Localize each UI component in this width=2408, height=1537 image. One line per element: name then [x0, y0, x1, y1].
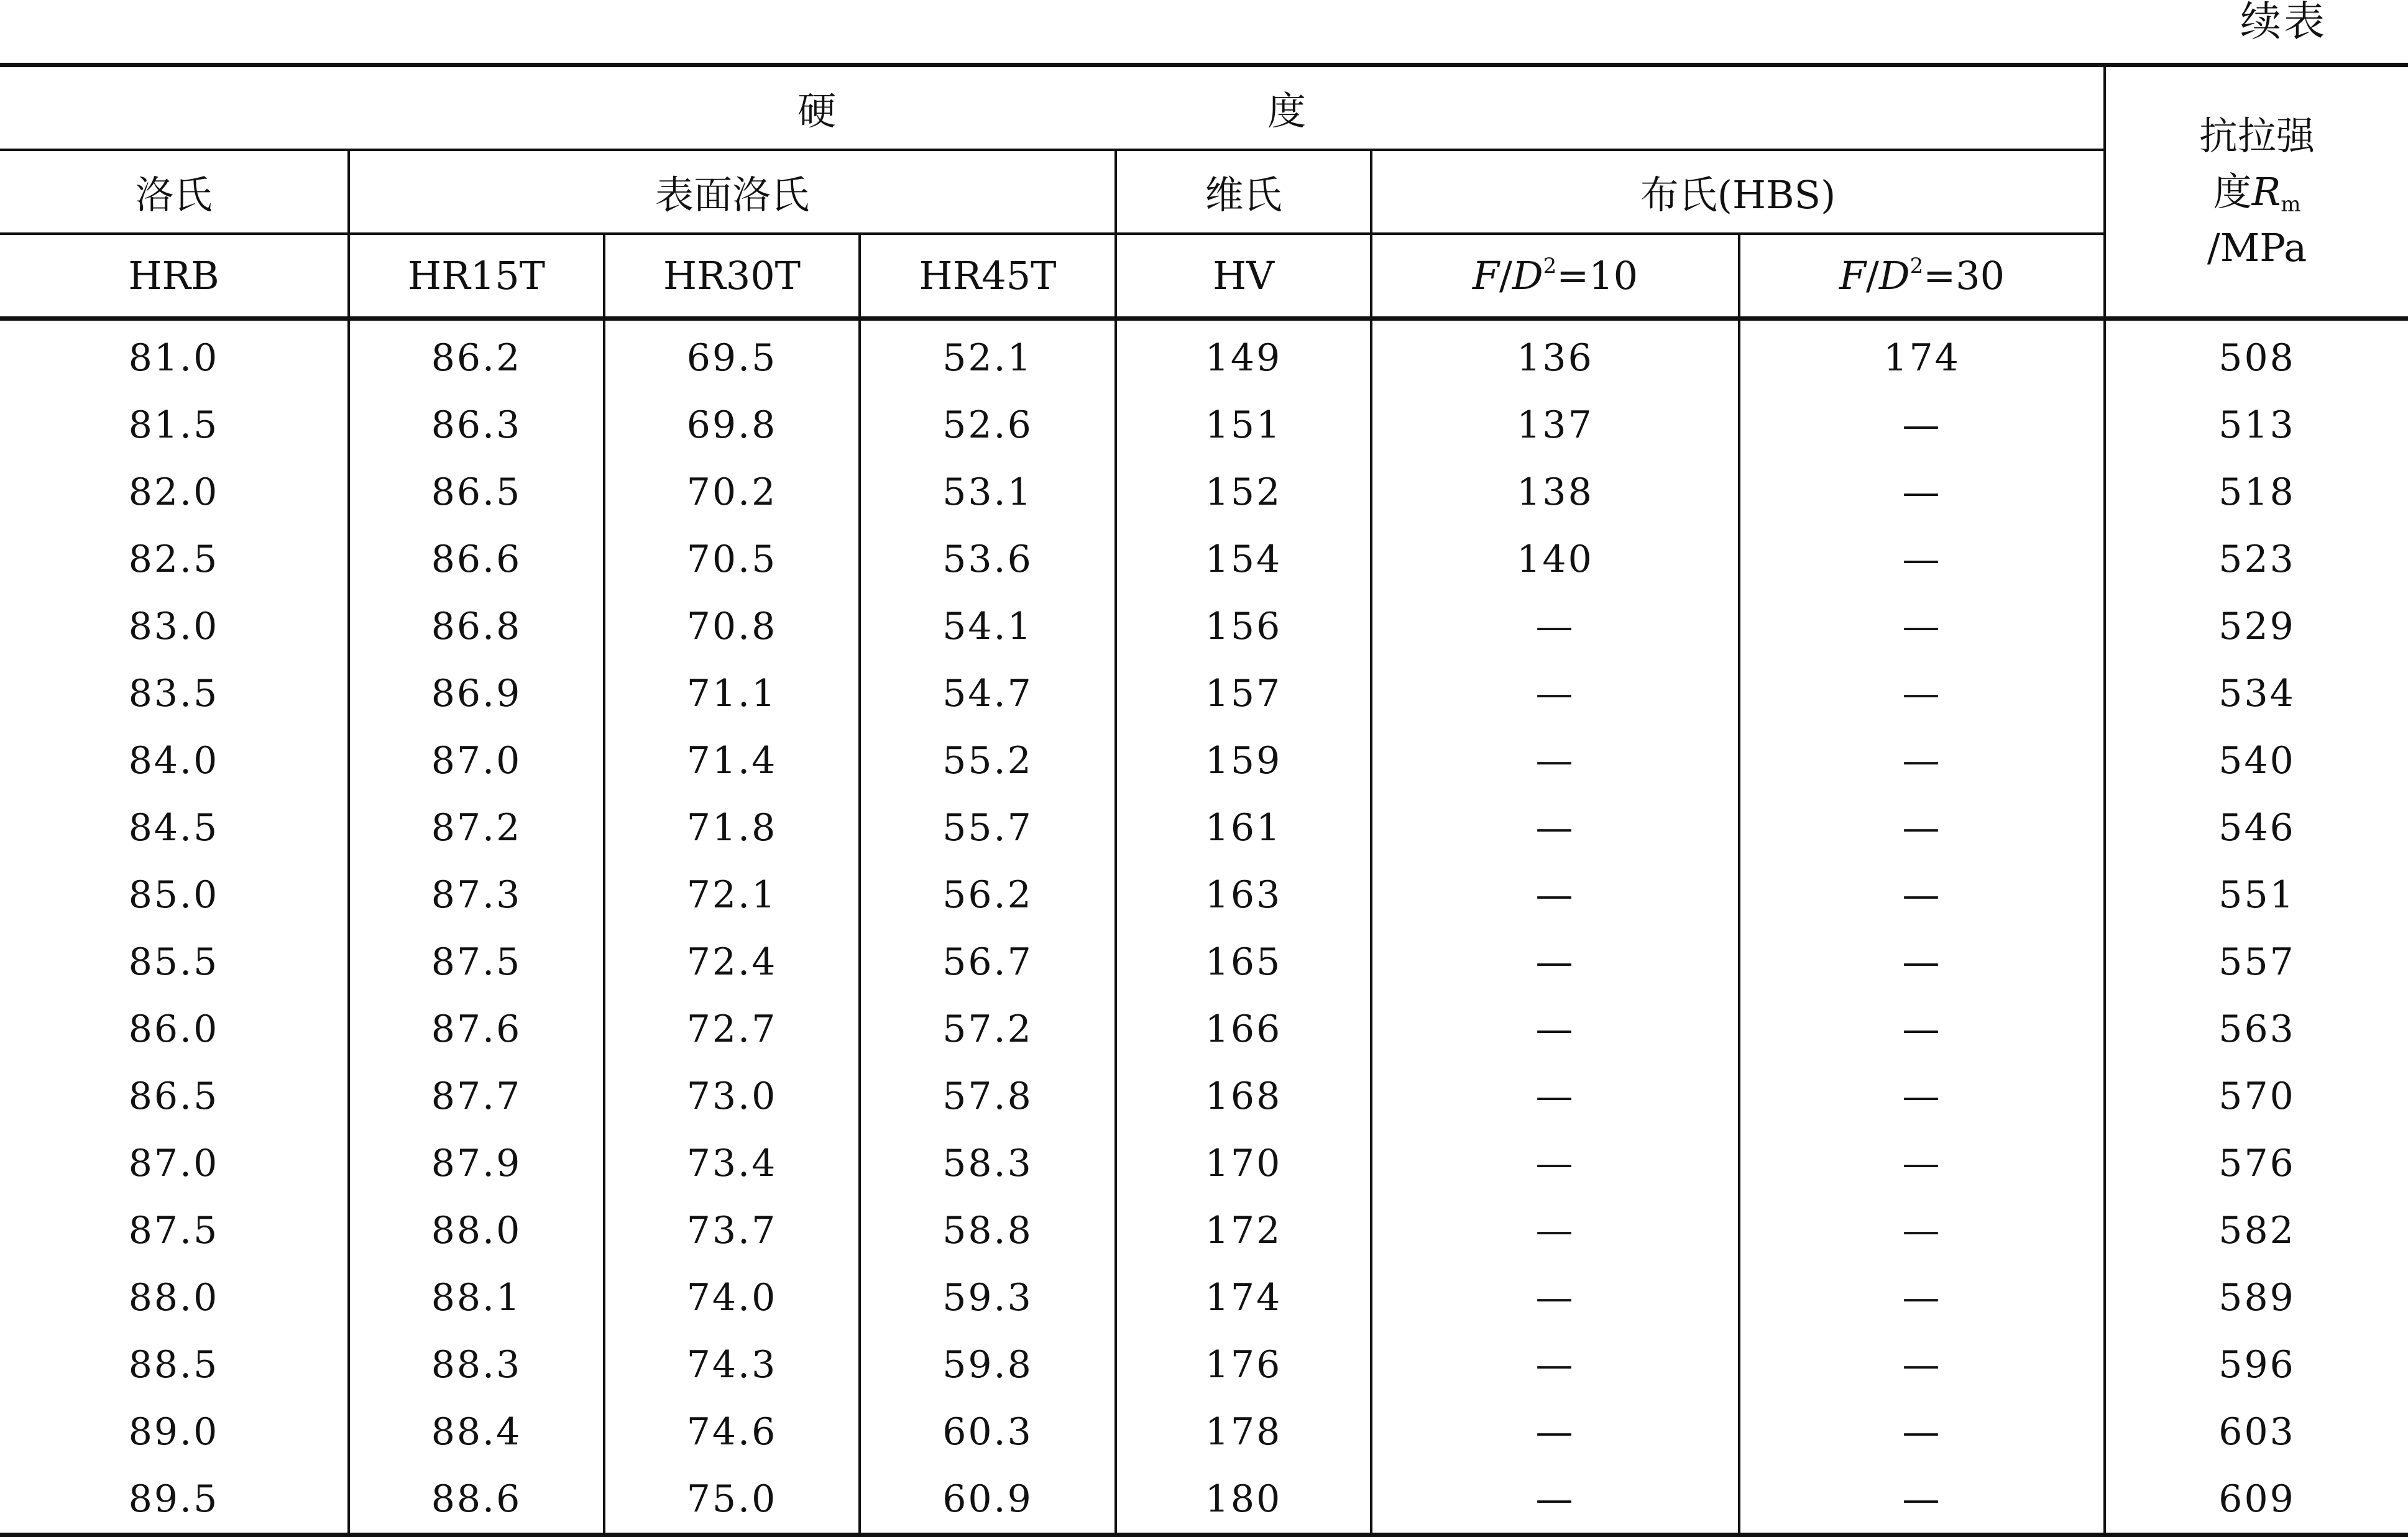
cell-hrb: 85.5 — [0, 929, 349, 996]
header-brinell: 布氏(HBS) — [1371, 150, 2105, 234]
cell-hbs-10: 137 — [1371, 392, 1739, 459]
table-row — [0, 392, 2408, 459]
cell-hr30t: 70.5 — [604, 526, 860, 593]
table-row — [0, 1466, 2408, 1535]
cell-hr45t: 57.2 — [860, 996, 1116, 1063]
cell-hv: 156 — [1116, 593, 1371, 660]
hardness-conversion-table — [0, 63, 2408, 1537]
cell-tensile: 529 — [2218, 605, 2295, 648]
continued-table-label: 续表 — [2240, 0, 2327, 45]
cell-hr15t: 87.5 — [349, 929, 604, 996]
col-hrb: HRB — [0, 234, 349, 319]
cell-hr15t: 86.6 — [349, 526, 604, 593]
cell-tensile: 546 — [2218, 806, 2295, 850]
cell-hr45t: 52.6 — [860, 392, 1116, 459]
cell-hv: 151 — [1116, 392, 1371, 459]
cell-hbs-30: — — [1739, 660, 2105, 727]
cell-hv: 161 — [1116, 794, 1371, 861]
header-tensile-strength: 抗拉强 度$R_m$ /MPa — [2105, 65, 2408, 319]
cell-hr15t: 86.3 — [349, 392, 604, 459]
cell-tensile: 603 — [2218, 1410, 2295, 1454]
cell-hr45t: 57.8 — [860, 1063, 1116, 1130]
cell-hrb: 89.5 — [0, 1466, 349, 1535]
cell-tensile: 576 — [2218, 1142, 2295, 1185]
cell-hr30t: 70.2 — [604, 459, 860, 526]
cell-tensile: 518 — [2218, 470, 2295, 514]
table-row — [0, 593, 2408, 660]
cell-hbs-10: 140 — [1371, 526, 1739, 593]
cell-hr15t: 88.4 — [349, 1398, 604, 1466]
cell-hbs-30: — — [1739, 1130, 2105, 1197]
cell-hbs-30: — — [1739, 727, 2105, 794]
cell-hv: 149 — [1116, 319, 1371, 392]
cell-hbs-10: — — [1371, 929, 1739, 996]
cell-hrb: 87.0 — [0, 1130, 349, 1197]
header-rockwell: 洛氏 — [0, 150, 349, 234]
cell-hbs-30: — — [1739, 459, 2105, 526]
table-row — [0, 1331, 2408, 1398]
cell-hr15t: 87.0 — [349, 727, 604, 794]
header-vickers: 维氏 — [1116, 150, 1371, 234]
cell-tensile: 557 — [2218, 940, 2295, 984]
table-row — [0, 660, 2408, 727]
cell-tensile: 563 — [2218, 1007, 2295, 1051]
cell-hr30t: 74.3 — [604, 1331, 860, 1398]
cell-hr30t: 71.8 — [604, 794, 860, 861]
cell-hr45t: 55.2 — [860, 727, 1116, 794]
cell-hv: 163 — [1116, 861, 1371, 929]
table-header — [0, 65, 2408, 319]
cell-hr15t: 87.3 — [349, 861, 604, 929]
cell-hrb: 83.5 — [0, 660, 349, 727]
cell-hbs-30: — — [1739, 794, 2105, 861]
cell-hv: 172 — [1116, 1197, 1371, 1264]
cell-hbs-10: — — [1371, 660, 1739, 727]
cell-hr15t: 87.6 — [349, 996, 604, 1063]
cell-hrb: 84.5 — [0, 794, 349, 861]
cell-hr15t: 88.6 — [349, 1466, 604, 1535]
table-body — [0, 319, 2408, 1535]
cell-hr15t: 88.1 — [349, 1264, 604, 1331]
table-row — [0, 319, 2408, 392]
cell-hv: 170 — [1116, 1130, 1371, 1197]
cell-hr15t: 86.8 — [349, 593, 604, 660]
cell-hv: 174 — [1116, 1264, 1371, 1331]
cell-hr45t: 53.1 — [860, 459, 1116, 526]
table-row — [0, 1197, 2408, 1264]
cell-hrb: 89.0 — [0, 1398, 349, 1466]
cell-hrb: 88.5 — [0, 1331, 349, 1398]
col-f-d2-30: $F/D^2=30$ — [1739, 234, 2105, 319]
cell-hbs-10: — — [1371, 727, 1739, 794]
cell-hv: 159 — [1116, 727, 1371, 794]
cell-hr45t: 60.9 — [860, 1466, 1116, 1535]
cell-hrb: 86.0 — [0, 996, 349, 1063]
cell-hr45t: 58.8 — [860, 1197, 1116, 1264]
cell-hbs-30: 174 — [1739, 319, 2105, 392]
cell-hv: 157 — [1116, 660, 1371, 727]
cell-hrb: 81.5 — [0, 392, 349, 459]
table-row — [0, 1130, 2408, 1197]
table-row — [0, 459, 2408, 526]
cell-hbs-30: — — [1739, 1331, 2105, 1398]
cell-hr15t: 86.9 — [349, 660, 604, 727]
cell-hr15t: 87.7 — [349, 1063, 604, 1130]
cell-hbs-30: — — [1739, 996, 2105, 1063]
cell-tensile: 609 — [2218, 1477, 2295, 1521]
cell-hbs-30: — — [1739, 861, 2105, 929]
table-row — [0, 929, 2408, 996]
cell-hbs-30: — — [1739, 1264, 2105, 1331]
table-row — [0, 794, 2408, 861]
cell-tensile: 582 — [2218, 1209, 2295, 1252]
cell-hrb: 81.0 — [0, 319, 349, 392]
cell-hrb: 88.0 — [0, 1264, 349, 1331]
cell-hr15t: 87.2 — [349, 794, 604, 861]
table-row — [0, 727, 2408, 794]
cell-hrb: 82.5 — [0, 526, 349, 593]
cell-hr45t: 59.8 — [860, 1331, 1116, 1398]
cell-hrb: 86.5 — [0, 1063, 349, 1130]
cell-hr30t: 73.7 — [604, 1197, 860, 1264]
cell-hbs-10: — — [1371, 1197, 1739, 1264]
header-hardness: 硬 度 — [0, 65, 2105, 150]
table-row — [0, 526, 2408, 593]
cell-hbs-30: — — [1739, 1466, 2105, 1535]
cell-hbs-10: — — [1371, 593, 1739, 660]
cell-hr30t: 69.5 — [604, 319, 860, 392]
table-row — [0, 1264, 2408, 1331]
cell-tensile: 523 — [2218, 538, 2295, 581]
cell-tensile: 508 — [2218, 336, 2295, 380]
cell-hbs-10: — — [1371, 1063, 1739, 1130]
cell-hr45t: 60.3 — [860, 1398, 1116, 1466]
cell-hv: 154 — [1116, 526, 1371, 593]
cell-hv: 180 — [1116, 1466, 1371, 1535]
cell-hr15t: 86.5 — [349, 459, 604, 526]
table-row — [0, 861, 2408, 929]
cell-tensile: 534 — [2218, 672, 2295, 715]
cell-hbs-30: — — [1739, 593, 2105, 660]
cell-hbs-30: — — [1739, 929, 2105, 996]
cell-tensile: 589 — [2218, 1276, 2295, 1319]
cell-hr45t: 53.6 — [860, 526, 1116, 593]
cell-hr30t: 72.4 — [604, 929, 860, 996]
col-hv: HV — [1116, 234, 1371, 319]
cell-hv: 178 — [1116, 1398, 1371, 1466]
cell-hbs-10: — — [1371, 794, 1739, 861]
cell-hbs-10: — — [1371, 1466, 1739, 1535]
cell-hrb: 83.0 — [0, 593, 349, 660]
cell-hr30t: 74.0 — [604, 1264, 860, 1331]
col-hr45t: HR45T — [860, 234, 1116, 319]
cell-hbs-10: — — [1371, 1331, 1739, 1398]
cell-hbs-30: — — [1739, 1398, 2105, 1466]
cell-hr45t: 59.3 — [860, 1264, 1116, 1331]
cell-hrb: 82.0 — [0, 459, 349, 526]
cell-tensile: 513 — [2218, 403, 2295, 447]
cell-hr30t: 72.7 — [604, 996, 860, 1063]
cell-tensile: 596 — [2218, 1343, 2295, 1387]
header-superficial-rockwell: 表面洛氏 — [349, 150, 1116, 234]
cell-hbs-10: 136 — [1371, 319, 1739, 392]
cell-hbs-30: — — [1739, 1063, 2105, 1130]
cell-hrb: 87.5 — [0, 1197, 349, 1264]
table-row — [0, 1398, 2408, 1466]
cell-hbs-10: — — [1371, 996, 1739, 1063]
cell-hr45t: 54.1 — [860, 593, 1116, 660]
cell-hv: 168 — [1116, 1063, 1371, 1130]
col-hr15t: HR15T — [349, 234, 604, 319]
cell-hr30t: 71.4 — [604, 727, 860, 794]
cell-hr45t: 56.7 — [860, 929, 1116, 996]
table-row — [0, 996, 2408, 1063]
cell-hr45t: 55.7 — [860, 794, 1116, 861]
cell-hr30t: 73.4 — [604, 1130, 860, 1197]
cell-hr15t: 88.0 — [349, 1197, 604, 1264]
cell-hbs-10: — — [1371, 1264, 1739, 1331]
cell-hv: 165 — [1116, 929, 1371, 996]
cell-tensile: 540 — [2218, 739, 2295, 782]
cell-tensile: 570 — [2218, 1075, 2295, 1118]
cell-hbs-10: — — [1371, 861, 1739, 929]
cell-hr45t: 56.2 — [860, 861, 1116, 929]
cell-hr45t: 58.3 — [860, 1130, 1116, 1197]
cell-hr30t: 74.6 — [604, 1398, 860, 1466]
col-hr30t: HR30T — [604, 234, 860, 319]
cell-hr15t: 88.3 — [349, 1331, 604, 1398]
cell-hr15t: 87.9 — [349, 1130, 604, 1197]
cell-hbs-30: — — [1739, 392, 2105, 459]
table-row — [0, 1063, 2408, 1130]
cell-hbs-30: — — [1739, 526, 2105, 593]
cell-hr15t: 86.2 — [349, 319, 604, 392]
cell-hbs-10: — — [1371, 1398, 1739, 1466]
cell-hv: 176 — [1116, 1331, 1371, 1398]
cell-hr30t: 72.1 — [604, 861, 860, 929]
cell-hv: 166 — [1116, 996, 1371, 1063]
cell-hr30t: 71.1 — [604, 660, 860, 727]
cell-hr45t: 54.7 — [860, 660, 1116, 727]
cell-hr30t: 75.0 — [604, 1466, 860, 1535]
cell-hr45t: 52.1 — [860, 319, 1116, 392]
cell-hrb: 85.0 — [0, 861, 349, 929]
cell-hrb: 84.0 — [0, 727, 349, 794]
col-f-d2-10: $F/D^2=10$ — [1371, 234, 1739, 319]
cell-hv: 152 — [1116, 459, 1371, 526]
cell-hbs-30: — — [1739, 1197, 2105, 1264]
cell-hr30t: 69.8 — [604, 392, 860, 459]
cell-hbs-10: — — [1371, 1130, 1739, 1197]
cell-tensile: 551 — [2218, 873, 2295, 917]
cell-hr30t: 70.8 — [604, 593, 860, 660]
cell-hbs-10: 138 — [1371, 459, 1739, 526]
cell-hr30t: 73.0 — [604, 1063, 860, 1130]
